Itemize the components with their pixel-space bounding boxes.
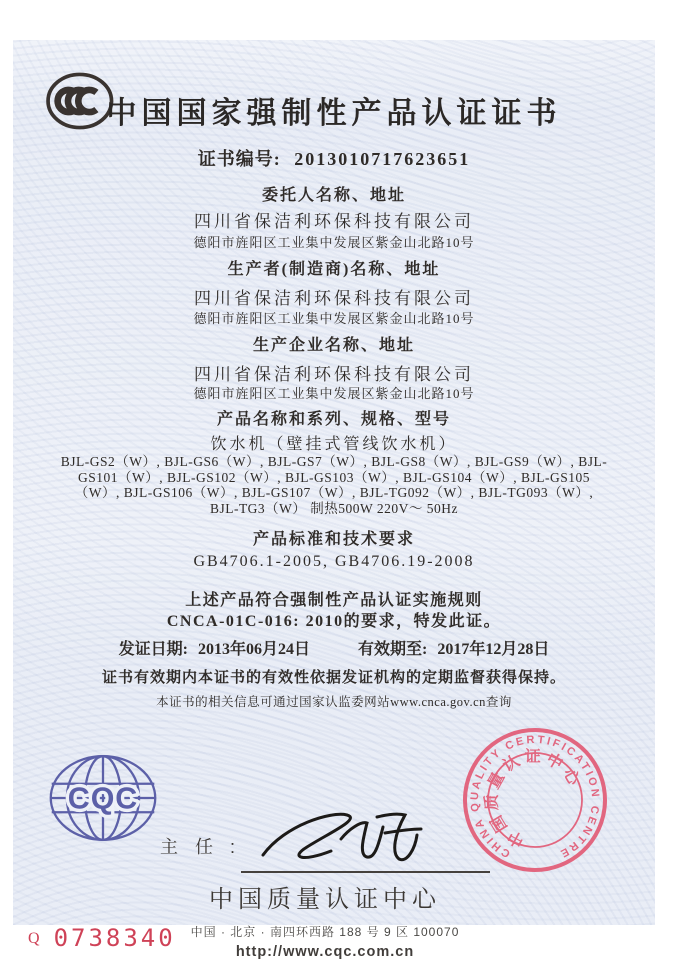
- factory-name: 四川省保洁利环保科技有限公司: [194, 365, 474, 384]
- footer-website: http://www.cqc.com.cn: [235, 944, 415, 960]
- certificate-number-value: 2013010717623651: [294, 149, 471, 169]
- applicant-name: 四川省保洁利环保科技有限公司: [194, 212, 474, 231]
- issue-date-value: 2013年06月24日: [197, 641, 310, 658]
- validity-line1: 证书有效期内本证书的有效性依据发证机构的定期监督获得保持。: [101, 670, 566, 686]
- cqc-logo-icon: [46, 750, 160, 851]
- serial-prefix: Q: [28, 930, 40, 947]
- applicant-heading: 委托人名称、地址: [261, 187, 406, 204]
- model-line: GS101（W）, BJL-GS102（W）, BJL-GS103（W）, BJL-GS104（W）, BJL-GS105: [77, 469, 590, 485]
- footer-address: 中国 · 北京 · 南四环西路 188 号 9 区 100070: [190, 925, 460, 939]
- factory-heading: 生产企业名称、地址: [252, 337, 415, 354]
- product-heading: 产品名称和系列、规格、型号: [216, 411, 451, 428]
- product-models: [13, 454, 655, 516]
- certificate-number-label: 证书编号:: [197, 149, 281, 169]
- manufacturer-heading: 生产者(制造商)名称、地址: [227, 261, 441, 278]
- validity-line2: 本证书的相关信息可通过国家认监委网站www.cnca.gov.cn查询: [156, 695, 512, 709]
- model-line: （W）, BJL-GS106（W）, BJL-GS107（W）, BJL-TG092（W）, BJL-TG093（W）,: [74, 485, 594, 500]
- expiry-date-group: [358, 636, 549, 659]
- director-label: 主 任 :: [160, 837, 242, 857]
- dates-row: [13, 636, 655, 659]
- model-line: BJL-TG3（W） 制热500W 220V～ 50Hz: [209, 500, 459, 516]
- certificate-number-line: [13, 145, 655, 171]
- signature-icon: [245, 799, 435, 877]
- statement-line2: CNCA-01C-016: 2010的要求，特发此证。: [166, 613, 502, 630]
- director-signature: [241, 795, 490, 873]
- model-line: BJL-GS2（W）, BJL-GS6（W）, BJL-GS7（W）, BJL-GS8（W）, BJL-GS9（W）, BJL-: [60, 454, 608, 469]
- footer-signature-block: [160, 795, 490, 960]
- expiry-date-value: 2017年12月28日: [437, 641, 550, 658]
- issue-date-label: 发证日期:: [118, 641, 188, 658]
- manufacturer-name: 四川省保洁利环保科技有限公司: [194, 289, 474, 308]
- org-name: 中国质量认证中心: [209, 886, 441, 913]
- standards-heading: 产品标准和技术要求: [252, 531, 415, 548]
- serial-digits: 0738340: [53, 924, 176, 952]
- cqc-logo-text: CQC: [67, 781, 139, 816]
- issue-date-group: [119, 636, 310, 659]
- applicant-address: 德阳市旌阳区工业集中发展区紫金山北路10号: [193, 235, 475, 250]
- certificate-title: 中国国家强制性产品认证证书: [106, 97, 562, 130]
- svg-text:CHINA QUALITY CERTIFICATION: [457, 722, 613, 878]
- serial-number: [28, 924, 176, 952]
- factory-address: 德阳市旌阳区工业集中发展区紫金山北路10号: [193, 386, 475, 401]
- standards-value: GB4706.1-2005, GB4706.19-2008: [193, 553, 475, 570]
- product-name: 饮水机（壁挂式管线饮水机）: [210, 436, 458, 453]
- seal-inner-text: 中国质量认证中心: [483, 748, 585, 850]
- seal-outer-text: CHINA QUALITY CERTIFICATION CENTRE: [468, 733, 602, 861]
- manufacturer-address: 德阳市旌阳区工业集中发展区紫金山北路10号: [193, 311, 475, 326]
- expiry-date-label: 有效期至:: [358, 641, 428, 658]
- statement-line1: 上述产品符合强制性产品认证实施规则: [185, 592, 483, 609]
- red-seal-stamp: [457, 722, 613, 878]
- director-row: [160, 795, 490, 873]
